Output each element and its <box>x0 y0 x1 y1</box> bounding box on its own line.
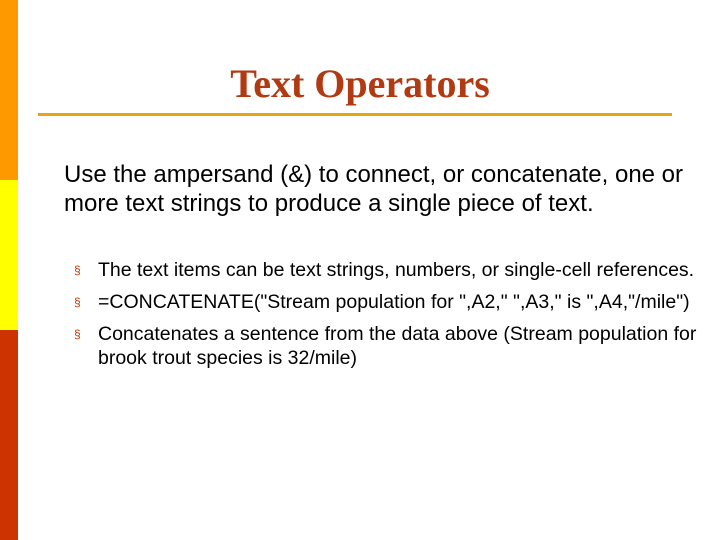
bullet-item <box>74 290 714 314</box>
body-paragraph: Use the ampersand (&) to connect, or concatenate, one or more text strings to produce a single piece of text. <box>64 161 684 217</box>
title-underline <box>38 113 672 116</box>
bullet-marker-icon: § <box>74 327 81 341</box>
slide-title: Text Operators <box>230 61 490 106</box>
bullet-text: Concatenates a sentence from the data above (Stream population for brook trout species is 32/mile) <box>98 323 697 369</box>
bullet-list <box>74 258 714 378</box>
bullet-item <box>74 322 714 370</box>
sidebar-yellow-segment <box>0 180 18 330</box>
bullet-text: =CONCATENATE("Stream population for ",A2," ",A3," is ",A4,"/mile") <box>98 291 690 313</box>
sidebar-red-segment <box>0 330 18 540</box>
bullet-marker-icon: § <box>74 295 81 309</box>
bullet-item <box>74 258 714 282</box>
bullet-text: The text items can be text strings, numbers, or single-cell references. <box>98 259 695 281</box>
bullet-marker-icon: § <box>74 263 81 277</box>
